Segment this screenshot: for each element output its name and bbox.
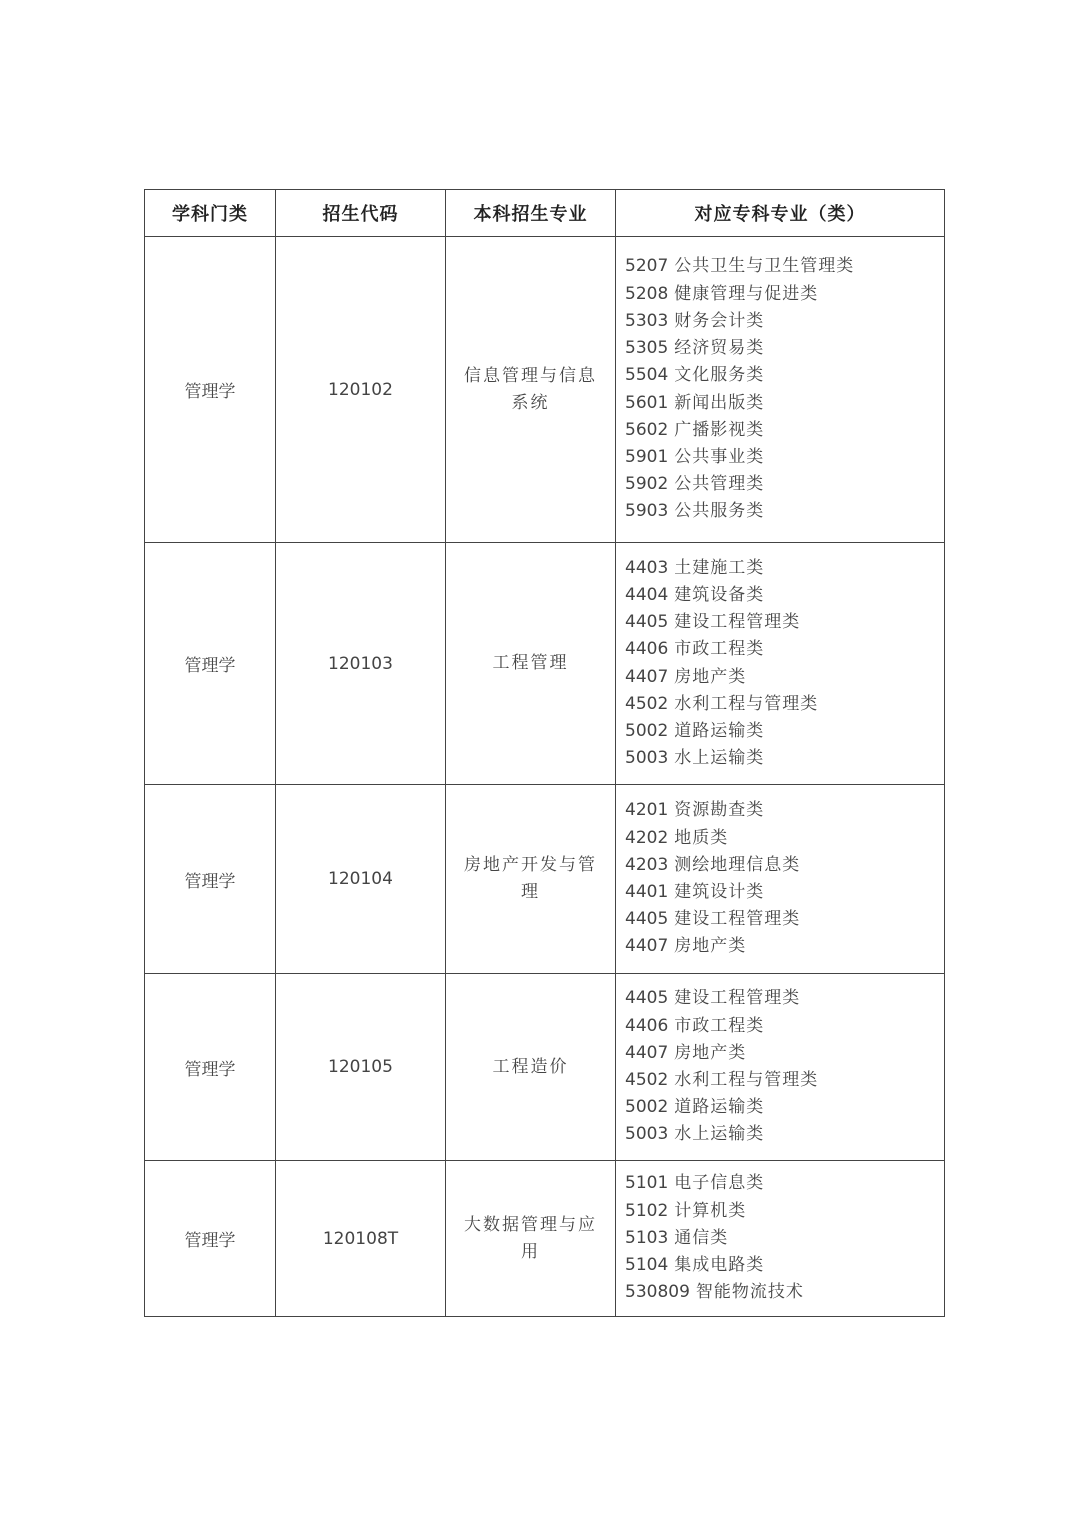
list-item bbox=[625, 471, 944, 498]
table-row bbox=[145, 237, 945, 543]
list-item bbox=[625, 906, 944, 933]
cell-category: 管理学 bbox=[145, 1161, 276, 1317]
related-code: 5003 bbox=[625, 748, 669, 769]
cell-category: 管理学 bbox=[145, 785, 276, 974]
table-row bbox=[145, 785, 945, 974]
list-item bbox=[625, 933, 944, 960]
related-code: 4403 bbox=[625, 557, 669, 578]
list-item bbox=[625, 1094, 944, 1121]
related-name: 水上运输类 bbox=[674, 748, 765, 769]
cell-major: 信息管理与信息系统 bbox=[446, 237, 616, 543]
related-code: 5002 bbox=[625, 720, 669, 741]
table-row bbox=[145, 543, 945, 785]
list-item bbox=[625, 985, 944, 1012]
related-code: 5601 bbox=[625, 392, 669, 413]
related-code: 4407 bbox=[625, 936, 669, 957]
related-code: 4401 bbox=[625, 882, 669, 902]
related-name: 经济贸易类 bbox=[674, 338, 765, 359]
related-name: 智能物流技术 bbox=[695, 1282, 804, 1303]
list-item bbox=[625, 745, 944, 772]
list-item bbox=[625, 636, 944, 663]
related-name: 公共管理类 bbox=[674, 474, 765, 495]
related-name: 新闻出版类 bbox=[674, 392, 765, 413]
table-header-row bbox=[145, 190, 945, 237]
related-code: 5602 bbox=[625, 419, 669, 440]
related-name: 建设工程管理类 bbox=[674, 988, 801, 1009]
cell-code: 120108T bbox=[276, 1161, 446, 1317]
table-body bbox=[145, 237, 945, 1317]
related-name: 测绘地理信息类 bbox=[674, 854, 801, 875]
list-item bbox=[625, 281, 944, 308]
cell-related-list bbox=[616, 237, 945, 543]
list-item bbox=[625, 444, 944, 471]
related-code: 5102 bbox=[625, 1200, 669, 1221]
related-name: 道路运输类 bbox=[674, 720, 765, 741]
related-code: 4407 bbox=[625, 666, 669, 687]
related-name: 房地产类 bbox=[674, 936, 747, 957]
list-item bbox=[625, 417, 944, 444]
related-code: 4502 bbox=[625, 1070, 669, 1090]
related-code: 4405 bbox=[625, 909, 669, 930]
related-code: 5003 bbox=[625, 1124, 669, 1145]
list-item bbox=[625, 852, 944, 879]
related-name: 建设工程管理类 bbox=[674, 612, 801, 633]
related-name: 通信类 bbox=[674, 1227, 729, 1248]
list-item bbox=[625, 718, 944, 745]
related-name: 建筑设备类 bbox=[674, 584, 765, 605]
related-name: 健康管理与促进类 bbox=[674, 283, 819, 304]
related-code: 5207 bbox=[625, 256, 669, 277]
related-code: 5305 bbox=[625, 338, 669, 359]
related-name: 广播影视类 bbox=[674, 419, 765, 440]
cell-related-list bbox=[616, 785, 945, 974]
list-item bbox=[625, 1198, 944, 1225]
list-item bbox=[625, 825, 944, 852]
list-item bbox=[625, 308, 944, 335]
related-name: 水利工程与管理类 bbox=[674, 693, 819, 714]
related-code: 4407 bbox=[625, 1042, 669, 1063]
list-item bbox=[625, 1279, 944, 1306]
related-name: 市政工程类 bbox=[674, 639, 765, 660]
related-name: 房地产类 bbox=[674, 666, 747, 687]
related-name: 水利工程与管理类 bbox=[674, 1070, 819, 1090]
related-code: 530809 bbox=[625, 1282, 690, 1303]
related-code: 4405 bbox=[625, 612, 669, 633]
list-item bbox=[625, 582, 944, 609]
cell-related-list bbox=[616, 543, 945, 785]
related-name: 电子信息类 bbox=[674, 1173, 765, 1194]
related-code: 4202 bbox=[625, 827, 669, 848]
related-code: 5208 bbox=[625, 283, 669, 304]
related-name: 土建施工类 bbox=[674, 557, 765, 578]
related-name: 房地产类 bbox=[674, 1042, 747, 1063]
related-code: 4502 bbox=[625, 693, 669, 714]
related-code: 5504 bbox=[625, 365, 669, 386]
header-code: 招生代码 bbox=[276, 190, 446, 237]
related-code: 4201 bbox=[625, 800, 669, 821]
list-item bbox=[625, 335, 944, 362]
related-name: 建设工程管理类 bbox=[674, 909, 801, 930]
list-item bbox=[625, 390, 944, 417]
related-name: 公共事业类 bbox=[674, 446, 765, 467]
related-code: 4404 bbox=[625, 584, 669, 605]
table-row bbox=[145, 974, 945, 1161]
list-item bbox=[625, 1121, 944, 1148]
list-item bbox=[625, 797, 944, 824]
related-code: 5101 bbox=[625, 1173, 669, 1194]
related-name: 文化服务类 bbox=[674, 365, 765, 386]
related-name: 道路运输类 bbox=[674, 1097, 765, 1118]
related-name: 集成电路类 bbox=[674, 1255, 765, 1276]
cell-code: 120104 bbox=[276, 785, 446, 974]
list-item bbox=[625, 498, 944, 525]
list-item bbox=[625, 691, 944, 718]
related-code: 5103 bbox=[625, 1227, 669, 1248]
related-name: 财务会计类 bbox=[674, 310, 765, 331]
related-name: 市政工程类 bbox=[674, 1015, 765, 1036]
table-row bbox=[145, 1161, 945, 1317]
cell-major: 房地产开发与管理 bbox=[446, 785, 616, 974]
related-name: 公共卫生与卫生管理类 bbox=[674, 256, 855, 277]
list-item bbox=[625, 362, 944, 389]
list-item bbox=[625, 1170, 944, 1197]
cell-code: 120105 bbox=[276, 974, 446, 1161]
list-item bbox=[625, 253, 944, 280]
related-code: 5002 bbox=[625, 1097, 669, 1118]
list-item bbox=[625, 1252, 944, 1279]
related-code: 5902 bbox=[625, 474, 669, 495]
cell-category: 管理学 bbox=[145, 237, 276, 543]
cell-major: 工程造价 bbox=[446, 974, 616, 1161]
cell-major: 大数据管理与应用 bbox=[446, 1161, 616, 1317]
related-name: 水上运输类 bbox=[674, 1124, 765, 1145]
related-name: 计算机类 bbox=[674, 1200, 747, 1221]
related-code: 4406 bbox=[625, 639, 669, 660]
related-code: 5104 bbox=[625, 1255, 669, 1276]
list-item bbox=[625, 1040, 944, 1067]
header-category: 学科门类 bbox=[145, 190, 276, 237]
cell-category: 管理学 bbox=[145, 543, 276, 785]
list-item bbox=[625, 609, 944, 636]
related-name: 建筑设计类 bbox=[674, 882, 765, 902]
related-code: 4406 bbox=[625, 1015, 669, 1036]
related-code: 5303 bbox=[625, 310, 669, 331]
cell-major: 工程管理 bbox=[446, 543, 616, 785]
related-code: 4405 bbox=[625, 988, 669, 1009]
cell-related-list bbox=[616, 1161, 945, 1317]
related-code: 5901 bbox=[625, 446, 669, 467]
list-item bbox=[625, 555, 944, 582]
header-related: 对应专科专业（类） bbox=[616, 190, 945, 237]
cell-category: 管理学 bbox=[145, 974, 276, 1161]
list-item bbox=[625, 1225, 944, 1252]
list-item bbox=[625, 879, 944, 906]
related-code: 5903 bbox=[625, 501, 669, 522]
header-major: 本科招生专业 bbox=[446, 190, 616, 237]
cell-code: 120102 bbox=[276, 237, 446, 543]
related-name: 公共服务类 bbox=[674, 501, 765, 522]
related-name: 资源勘查类 bbox=[674, 800, 765, 821]
related-code: 4203 bbox=[625, 854, 669, 875]
cell-code: 120103 bbox=[276, 543, 446, 785]
majors-table bbox=[144, 189, 945, 1317]
related-name: 地质类 bbox=[674, 827, 729, 848]
list-item bbox=[625, 1013, 944, 1040]
cell-related-list bbox=[616, 974, 945, 1161]
list-item bbox=[625, 1067, 944, 1094]
list-item bbox=[625, 664, 944, 691]
